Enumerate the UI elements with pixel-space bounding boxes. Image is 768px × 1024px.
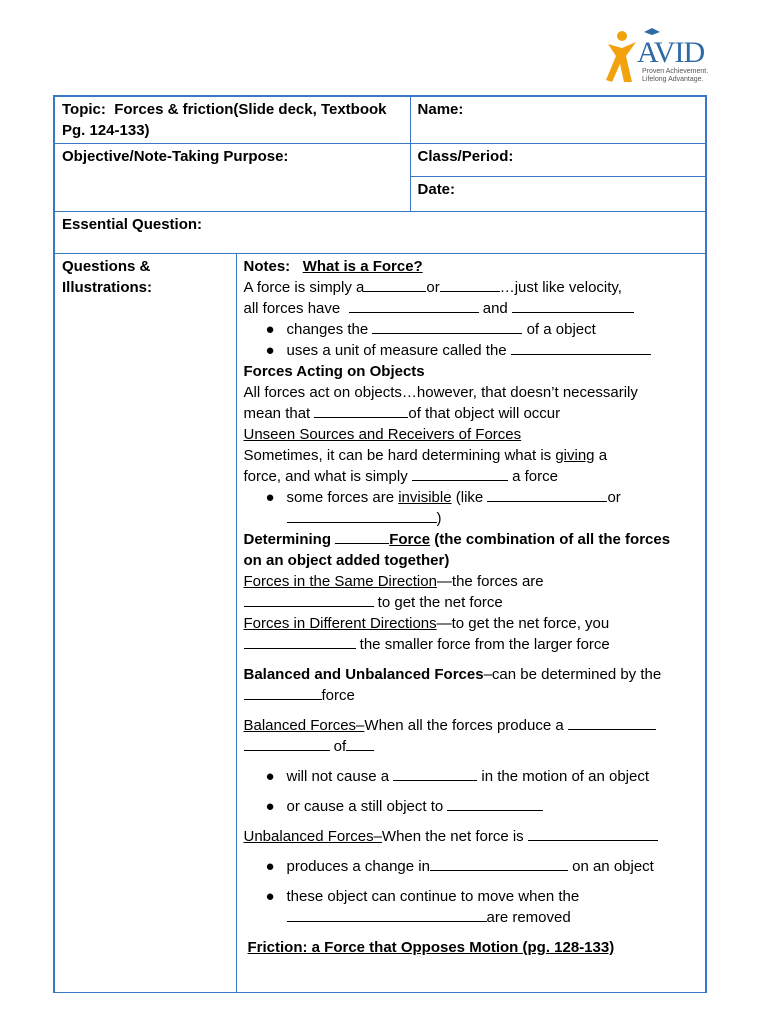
notes-cell[interactable]: Notes: What is a Force? A force is simply a or …just like velocity, all forces have and ● changes the of a object ● uses a unit of measure called the Forces Acting on Objects All forces act on objects…however, that doesn’t necessarily mean that of that object will occur Unseen Sources and Receivers of Forces Sometimes, it can be hard determining what is giving a force, and what is simply a force ● some forces are invisible (like or ) Determining Force (the combination of all the forces on an object added together) Forces in the Same Direction—the forces are to get the net force Forces in Different Directions—to get the net force, you the smaller force from the larger force Balanced and Unbalanced Forces–can be determined by the force Balanced Forces–When all the forces produce a of ● will not cause a in the motion of an object ● or cause a still object to Unbalanced Forces–When the net force is ● produces a change in on an object ● these object can continue to move when the are removed Friction: a Force that Opposes Motion (pg. 128-133) [236,254,706,993]
friction-heading: Friction: a Force that Opposes Motion (pg. 128-133) [247,939,615,956]
force-heading: What is a Force? [302,258,423,275]
date-cell[interactable]: Date: [410,177,706,212]
topic-cell: Topic: Forces & friction(Slide deck, Textbook Pg. 124-133) [54,96,410,144]
questions-cell[interactable]: Questions & Illustrations: [54,254,236,993]
logo-tagline: Proven Achievement. Lifelong Advantage. [642,68,709,83]
cornell-notes-table [53,95,707,993]
objective-cell[interactable]: Objective/Note-Taking Purpose: [54,144,410,212]
logo-brand: AVID [637,36,705,69]
name-cell[interactable]: Name: [410,96,706,144]
class-period-cell[interactable]: Class/Period: [410,144,706,177]
acting-heading: Forces Acting on Objects [243,363,425,380]
essential-question-cell[interactable]: Essential Question: [54,212,706,254]
unseen-heading: Unseen Sources and Receivers of Forces [243,426,522,443]
